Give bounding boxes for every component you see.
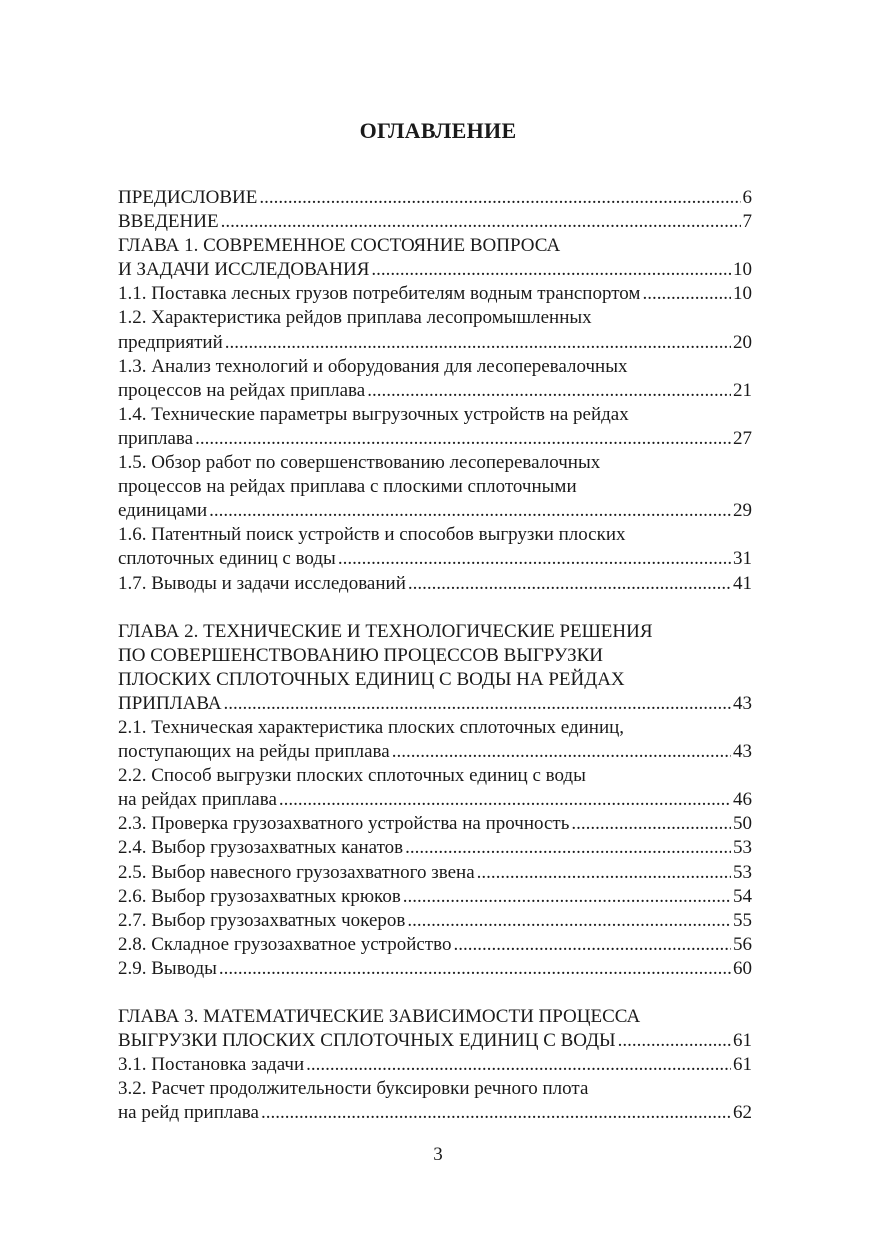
toc-entry-title: поступающих на рейды приплава — [118, 741, 390, 763]
dot-leader — [367, 379, 731, 403]
toc-entry — [118, 451, 752, 523]
toc-entry-title: процессов на рейдах приплава — [118, 379, 366, 401]
dot-leader — [221, 210, 741, 234]
toc-entry-final-line — [118, 740, 752, 764]
dot-leader — [306, 1053, 731, 1077]
toc-entry-final-line — [118, 499, 752, 523]
toc-entry-page: 7 — [742, 211, 752, 233]
toc-entry-page: 53 — [733, 861, 752, 883]
toc-entry-final-line — [118, 186, 752, 210]
toc-entry-page: 10 — [733, 283, 752, 305]
dot-leader — [224, 692, 731, 716]
toc-entry-title: И ЗАДАЧИ ИССЛЕДОВАНИЯ — [118, 259, 370, 281]
toc-entry-final-line — [118, 812, 752, 836]
toc-entry-title: единицами — [118, 500, 208, 522]
page-title: ОГЛАВЛЕНИЕ — [359, 118, 517, 143]
dot-leader — [392, 740, 731, 764]
dot-leader — [571, 812, 731, 836]
toc-entry-final-line — [118, 1053, 752, 1077]
toc-entry-final-line — [118, 1101, 752, 1125]
dot-leader — [195, 427, 731, 451]
toc-entry-page: 61 — [733, 1054, 752, 1076]
dot-leader — [219, 957, 731, 981]
toc-entry-page: 31 — [733, 548, 752, 570]
table-of-contents — [118, 186, 752, 1125]
toc-entry-final-line — [118, 788, 752, 812]
dot-leader — [405, 836, 731, 860]
toc-entry-final-line — [118, 379, 752, 403]
toc-entry — [118, 1053, 752, 1077]
toc-entry-line: 2.2. Способ выгрузки плоских сплоточных единиц с воды — [118, 765, 586, 787]
toc-entry-title: 2.4. Выбор грузозахватных канатов — [118, 837, 404, 859]
dot-leader — [618, 1029, 731, 1053]
toc-entry-title: 2.6. Выбор грузозахватных крюков — [118, 885, 401, 907]
toc-entry-final-line — [118, 957, 752, 981]
toc-entry — [118, 957, 752, 981]
toc-entry — [118, 812, 752, 836]
toc-entry-line: ПЛОСКИХ СПЛОТОЧНЫХ ЕДИНИЦ С ВОДЫ НА РЕЙДАХ — [118, 668, 625, 690]
toc-entry — [118, 403, 752, 451]
toc-entry — [118, 836, 752, 860]
toc-entry — [118, 306, 752, 354]
toc-entry-final-line — [118, 885, 752, 909]
toc-entry-page: 54 — [733, 885, 752, 907]
dot-leader — [642, 282, 731, 306]
toc-entry-title: ВВЕДЕНИЕ — [118, 211, 219, 233]
toc-entry — [118, 764, 752, 812]
toc-entry-title: приплава — [118, 427, 194, 449]
toc-entry-page: 46 — [733, 789, 752, 811]
toc-entry-page: 53 — [733, 837, 752, 859]
toc-entry-line: 2.1. Техническая характеристика плоских сплоточных единиц, — [118, 716, 625, 738]
toc-entry-title: 2.9. Выводы — [118, 957, 217, 979]
toc-entry-line: ГЛАВА 1. СОВРЕМЕННОЕ СОСТОЯНИЕ ВОПРОСА — [118, 235, 561, 257]
toc-entry-title: ВЫГРУЗКИ ПЛОСКИХ СПЛОТОЧНЫХ ЕДИНИЦ С ВОДЫ — [118, 1030, 616, 1052]
toc-entry-page: 50 — [733, 813, 752, 835]
dot-leader — [261, 1101, 731, 1125]
toc-entry-page: 29 — [733, 500, 752, 522]
toc-entry-title: 3.1. Постановка задачи — [118, 1054, 305, 1076]
toc-entry-title: 2.7. Выбор грузозахватных чокеров — [118, 909, 406, 931]
toc-entry-page: 21 — [733, 379, 752, 401]
dot-leader — [259, 186, 740, 210]
toc-entry-page: 6 — [742, 187, 752, 208]
toc-entry-line: ПО СОВЕРШЕНСТВОВАНИЮ ПРОЦЕССОВ ВЫГРУЗКИ — [118, 644, 604, 666]
toc-entry-title: 1.7. Выводы и задачи исследований — [118, 572, 406, 594]
dot-leader — [407, 909, 731, 933]
toc-entry — [118, 572, 752, 596]
toc-entry-line: 1.4. Технические параметры выгрузочных устройств на рейдах — [118, 403, 629, 425]
dot-leader — [403, 885, 731, 909]
toc-entry — [118, 355, 752, 403]
toc-entry-final-line — [118, 572, 752, 596]
toc-entry-final-line — [118, 258, 752, 282]
toc-entry-title: 2.8. Складное грузозахватное устройство — [118, 933, 452, 955]
toc-entry-page: 61 — [733, 1030, 752, 1052]
toc-entry-line: ГЛАВА 2. ТЕХНИЧЕСКИЕ И ТЕХНОЛОГИЧЕСКИЕ РЕШЕНИЯ — [118, 620, 653, 642]
toc-entry-final-line — [118, 427, 752, 451]
toc-entry-line: 1.5. Обзор работ по совершенствованию лесоперевалочных — [118, 452, 601, 474]
toc-entry-page: 60 — [733, 957, 752, 979]
toc-entry-final-line — [118, 282, 752, 306]
toc-entry — [118, 909, 752, 933]
toc-entry-line: ГЛАВА 3. МАТЕМАТИЧЕСКИЕ ЗАВИСИМОСТИ ПРОЦЕССА — [118, 1006, 641, 1027]
toc-entry — [118, 1077, 752, 1125]
toc-entry-page: 41 — [733, 572, 752, 594]
toc-entry-title: на рейд приплава — [118, 1102, 259, 1124]
dot-leader — [225, 331, 731, 355]
toc-entry-final-line — [118, 547, 752, 571]
toc-entry-title: 2.5. Выбор навесного грузозахватного звена — [118, 861, 475, 883]
toc-entry-page: 43 — [733, 692, 752, 714]
toc-entry-line: 1.2. Характеристика рейдов приплава лесопромышленных — [118, 307, 592, 329]
dot-leader — [371, 258, 731, 282]
toc-entry-page: 10 — [733, 259, 752, 281]
toc-entry-final-line — [118, 933, 752, 957]
toc-entry-final-line — [118, 1029, 752, 1053]
toc-entry — [118, 186, 752, 210]
toc-entry — [118, 885, 752, 909]
toc-entry — [118, 620, 752, 716]
toc-entry-line: 1.3. Анализ технологий и оборудования для лесоперевалочных — [118, 355, 628, 377]
toc-entry-title: сплоточных единиц с воды — [118, 548, 336, 570]
toc-entry — [118, 861, 752, 885]
toc-entry-final-line — [118, 331, 752, 355]
dot-leader — [408, 572, 731, 596]
toc-entry-line: процессов на рейдах приплава с плоскими сплоточными — [118, 476, 577, 498]
toc-entry-final-line — [118, 210, 752, 234]
toc-entry — [118, 523, 752, 571]
toc-entry-title: 2.3. Проверка грузозахватного устройства на прочность — [118, 813, 570, 835]
toc-entry-title: ПРЕДИСЛОВИЕ — [118, 187, 258, 208]
toc-entry — [118, 716, 752, 764]
toc-entry-final-line — [118, 909, 752, 933]
toc-entry-title: предприятий — [118, 331, 223, 353]
toc-entry-page: 27 — [733, 427, 752, 449]
toc-entry-page: 55 — [733, 909, 752, 931]
toc-entry-page: 43 — [733, 741, 752, 763]
toc-entry — [118, 234, 752, 282]
toc-entry-final-line — [118, 861, 752, 885]
toc-entry-title: ПРИПЛАВА — [118, 692, 222, 714]
dot-leader — [209, 499, 731, 523]
dot-leader — [279, 788, 731, 812]
toc-entry-page: 20 — [733, 331, 752, 353]
toc-entry-title: на рейдах приплава — [118, 789, 277, 811]
toc-entry-page: 62 — [733, 1102, 752, 1124]
dot-leader — [477, 861, 731, 885]
toc-entry-title: 1.1. Поставка лесных грузов потребителям водным транспортом — [118, 283, 641, 305]
toc-entry-final-line — [118, 836, 752, 860]
toc-entry-page: 56 — [733, 933, 752, 955]
toc-entry — [118, 933, 752, 957]
page-number: 3 — [433, 1144, 443, 1165]
toc-entry-line: 3.2. Расчет продолжительности буксировки речного плота — [118, 1078, 589, 1100]
toc-entry — [118, 282, 752, 306]
dot-leader — [338, 547, 731, 571]
dot-leader — [453, 933, 731, 957]
toc-entry-line: 1.6. Патентный поиск устройств и способов выгрузки плоских — [118, 524, 626, 546]
toc-entry — [118, 210, 752, 234]
toc-entry — [118, 1005, 752, 1053]
toc-entry-final-line — [118, 692, 752, 716]
